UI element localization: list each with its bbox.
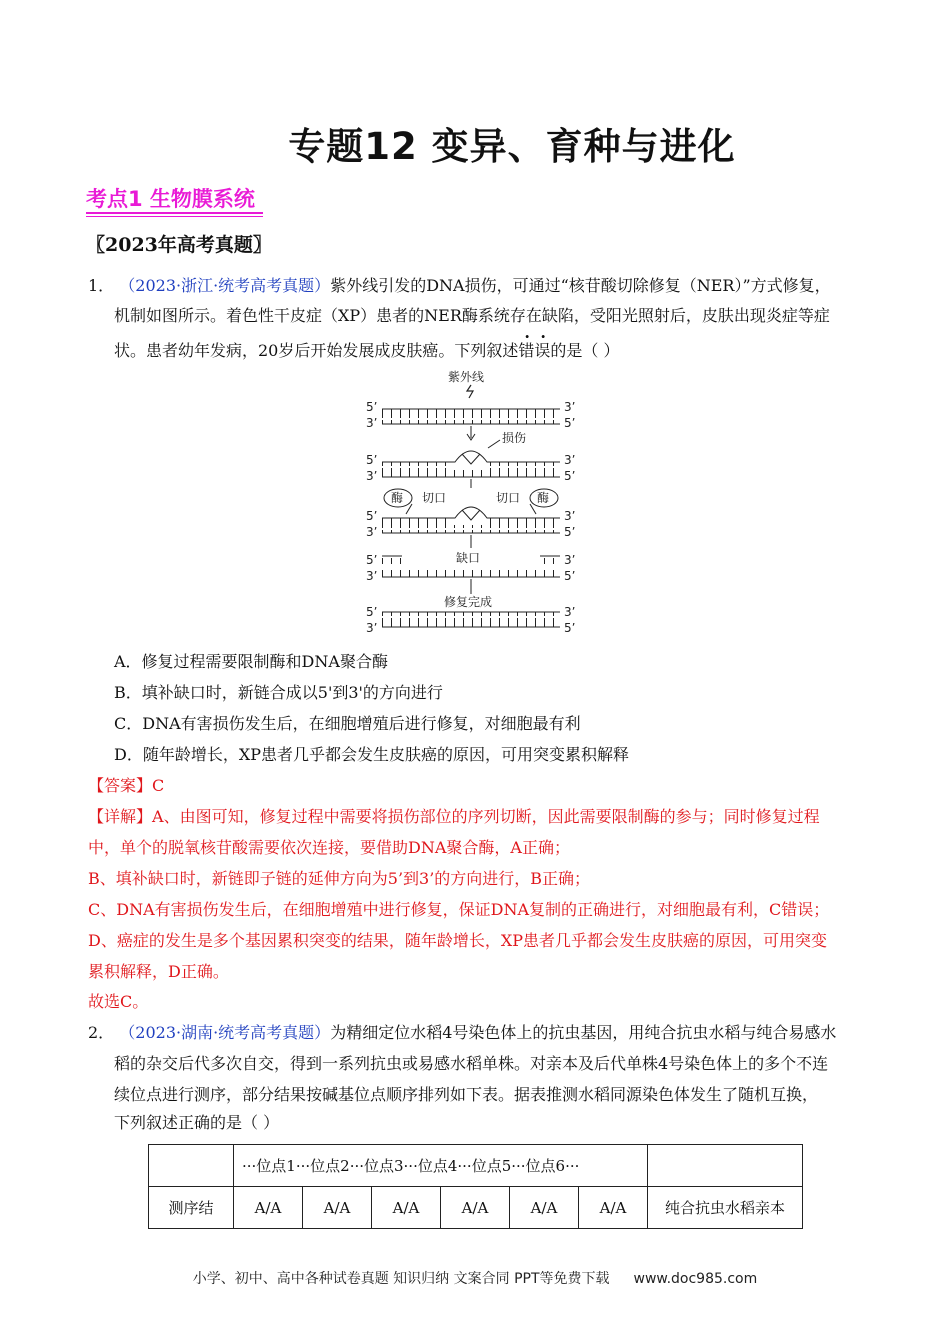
strand-5prime-label: 5’ <box>564 525 576 539</box>
base-ticks <box>382 409 560 417</box>
explanation-line: 中，单个的脱氧核苷酸需要依次连接，要借助DNA聚合酶，A正确； <box>88 838 570 857</box>
table-cell: A/A <box>441 1187 510 1229</box>
damaged-strand <box>382 451 560 462</box>
strand-5prime-label: 5’ <box>564 416 576 430</box>
ner-repair-diagram <box>360 368 590 638</box>
question-number: 2． <box>88 1023 115 1042</box>
enzyme-label: 酶 <box>537 491 550 505</box>
footer <box>0 1268 950 1288</box>
footer-link[interactable]: www.doc985.com <box>633 1271 758 1287</box>
strand-3prime-label: 3’ <box>366 569 378 583</box>
question-text-line <box>114 341 620 361</box>
damage-label: 损伤 <box>502 431 527 445</box>
base-ticks <box>382 619 560 627</box>
gap-label: 缺口 <box>456 551 481 565</box>
question-source: （2023·浙江·统考高考真题） <box>119 276 331 295</box>
base-ticks <box>382 556 402 564</box>
base-ticks <box>488 462 560 470</box>
damage-lesion <box>462 510 480 520</box>
table-row-note: 纯合抗虫水稻亲本 <box>648 1187 803 1229</box>
table-cell: A/A <box>372 1187 441 1229</box>
strand-3prime-label: 3’ <box>564 453 576 467</box>
option-c: C．DNA有害损伤发生后，在细胞增殖后进行修复，对细胞最有利 <box>114 714 581 733</box>
strand-5prime-label: 5’ <box>366 509 378 523</box>
question-text-line: 下列叙述正确的是（ ） <box>114 1113 280 1132</box>
strand-5prime-label: 5’ <box>366 400 378 414</box>
table-row-label: 测序结 <box>149 1187 234 1229</box>
cut-label: 切口 <box>496 491 521 505</box>
footer-text: 小学、初中、高中各种试卷真题 知识归纳 文案合同 PPT等免费下载 <box>192 1271 610 1287</box>
strand-3prime-label: 3’ <box>564 553 576 567</box>
table-cell: A/A <box>579 1187 648 1229</box>
table-header: ···位点1···位点2···位点3···位点4···位点5···位点6··· <box>234 1145 648 1187</box>
table-cell: A/A <box>510 1187 579 1229</box>
uv-label: 紫外线 <box>448 370 485 384</box>
strand-5prime-label: 5’ <box>366 453 378 467</box>
table-cell <box>648 1145 803 1187</box>
base-ticks <box>382 416 560 424</box>
strand-3prime-label: 3’ <box>564 509 576 523</box>
strand-3prime-label: 3’ <box>366 469 378 483</box>
answer-label: 【答案】 <box>88 776 153 795</box>
base-ticks <box>382 612 560 620</box>
strand-5prime-label: 5’ <box>564 569 576 583</box>
option-d: D．随年龄增长，XP患者几乎都会发生皮肤癌的原因，可用突变累积解释 <box>114 745 629 764</box>
question-text: 的是（ ） <box>550 341 620 360</box>
base-ticks <box>382 462 454 470</box>
explanation-line: D、癌症的发生是多个基因累积突变的结果，随年龄增长，XP患者几乎都会发生皮肤癌的原因，可用突变 <box>88 931 827 950</box>
year-heading: 〖2023年高考真题〗 <box>86 234 272 256</box>
question-1 <box>88 276 831 296</box>
strand-5prime-label: 5’ <box>564 469 576 483</box>
base-ticks <box>382 518 454 526</box>
base-ticks <box>382 569 560 577</box>
damage-pointer <box>488 440 500 448</box>
answer <box>88 776 164 796</box>
explanation-line <box>88 807 820 827</box>
explanation-label: 【详解】 <box>88 807 153 826</box>
cut-label: 切口 <box>422 491 447 505</box>
sequencing-table <box>148 1144 803 1229</box>
table-row <box>149 1187 803 1229</box>
question-number: 1． <box>88 276 115 295</box>
question-text-line: 稻的杂交后代多次自交，得到一系列抗虫或易感水稻单株。对亲本及后代单株4号染色体上的多个不连 <box>114 1054 829 1073</box>
enzyme-label: 酶 <box>391 491 404 505</box>
strand-3prime-label: 3’ <box>366 621 378 635</box>
strand-3prime-label: 3’ <box>564 400 576 414</box>
strand-3prime-label: 3’ <box>564 605 576 619</box>
strand-5prime-label: 5’ <box>366 553 378 567</box>
base-ticks <box>382 525 560 533</box>
emphasis-char: 错 <box>518 341 535 360</box>
section-heading: 考点1 生物膜系统 <box>86 186 263 214</box>
explanation-line: 累积解释，D正确。 <box>88 962 229 981</box>
explanation-text: A、由图可知，修复过程中需要将损伤部位的序列切断，因此需要限制酶的参与；同时修复过程 <box>152 807 820 826</box>
damage-lesion <box>462 454 480 464</box>
explanation-line: C、DNA有害损伤发生后，在细胞增殖中进行修复，保证DNA复制的正确进行，对细胞最有利，C错误； <box>88 900 830 919</box>
question-text: 紫外线引发的DNA损伤，可通过“核苷酸切除修复（NER）”方式修复， <box>330 276 831 295</box>
page-title: 专题12 变异、育种与进化 <box>288 125 736 168</box>
question-text-line: 续位点进行测序，部分结果按碱基位点顺序排列如下表。据表推测水稻同源染色体发生了随机互换， <box>114 1085 819 1104</box>
base-ticks <box>488 518 560 526</box>
emphasis-char: 误 <box>534 341 551 360</box>
question-text: 状。患者幼年发病，20岁后开始发展成皮肤癌。下列叙述 <box>114 341 519 360</box>
repair-done-label: 修复完成 <box>444 595 493 609</box>
conclusion: 故选C。 <box>88 992 149 1011</box>
strand-5prime-label: 5’ <box>564 621 576 635</box>
question-text-line: 机制如图所示。着色性干皮症（XP）患者的NER酶系统存在缺陷，受阳光照射后，皮肤出现炎症等症 <box>114 306 830 325</box>
strand-3prime-label: 3’ <box>366 416 378 430</box>
base-ticks <box>540 556 560 564</box>
uv-arrow-icon <box>467 385 473 398</box>
table-cell <box>149 1145 234 1187</box>
question-2 <box>88 1023 836 1043</box>
table-cell: A/A <box>234 1187 303 1229</box>
question-text: 为精细定位水稻4号染色体上的抗虫基因，用纯合抗虫水稻与纯合易感水 <box>330 1023 837 1042</box>
table-header-row <box>149 1145 803 1187</box>
option-a: A．修复过程需要限制酶和DNA聚合酶 <box>114 652 388 671</box>
strand-5prime-label: 5’ <box>366 605 378 619</box>
base-ticks <box>382 469 560 477</box>
option-b: B．填补缺口时，新链合成以5'到3'的方向进行 <box>114 683 443 702</box>
table-cell: A/A <box>303 1187 372 1229</box>
explanation-line: B、填补缺口时，新链即子链的延伸方向为5’到3’的方向进行，B正确； <box>88 869 591 888</box>
answer-value: C <box>152 776 165 795</box>
question-source: （2023·湖南·统考高考真题） <box>119 1023 331 1042</box>
strand-3prime-label: 3’ <box>366 525 378 539</box>
